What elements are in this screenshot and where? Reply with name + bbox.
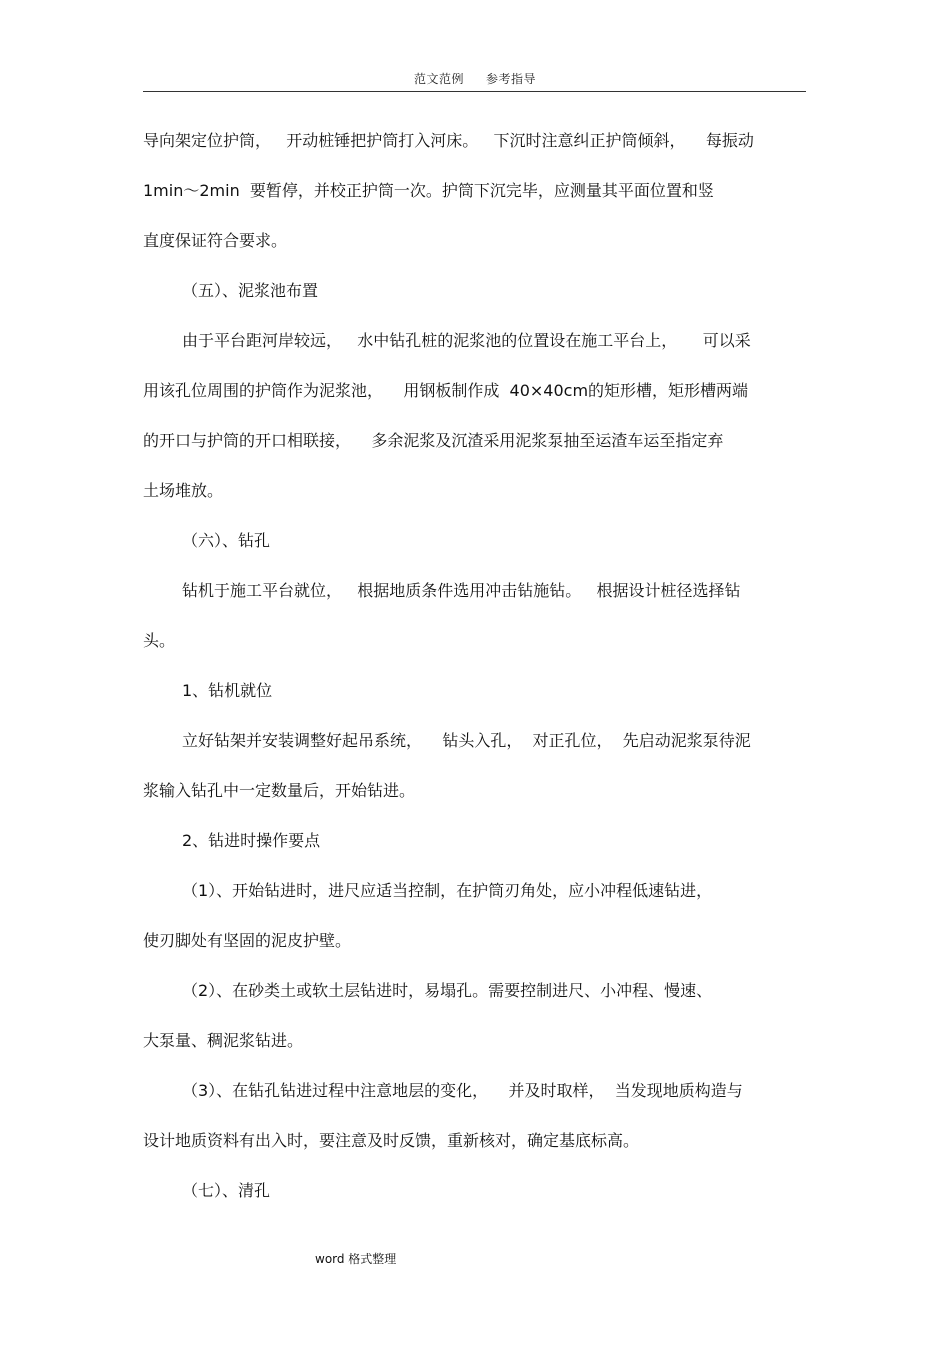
page-footer: word 格式整理 — [315, 1252, 397, 1266]
subsection-heading: 2、钻进时操作要点 — [182, 831, 321, 850]
body-line: 使刃脚处有坚固的泥皮护壁。 — [143, 931, 352, 950]
header-left-text: 范文范例 — [413, 72, 464, 86]
body-line: 由于平台距河岸较远， 水中钻孔桩的泥浆池的位置设在施工平台上， 可以采 — [182, 331, 751, 350]
header-right-text: 参考指导 — [486, 72, 537, 86]
body-line: 设计地质资料有出入时，要注意及时反馈，重新核对，确定基底标高。 — [143, 1131, 640, 1150]
body-line: 浆输入钻孔中一定数量后，开始钻进。 — [143, 781, 416, 800]
page-header — [0, 70, 950, 87]
section-heading: （七）、清孔 — [182, 1181, 271, 1200]
body-line: （3）、在钻孔钻进过程中注意地层的变化， 并及时取样， 当发现地质构造与 — [182, 1081, 743, 1100]
body-line: 土场堆放。 — [143, 481, 224, 500]
body-line: 导向架定位护筒， 开动桩锤把护筒打入河床。 下沉时注意纠正护筒倾斜， 每振动 — [143, 131, 754, 150]
body-line: 用该孔位周围的护筒作为泥浆池， 用钢板制作成 40×40cm的矩形槽，矩形槽两端 — [143, 381, 749, 400]
body-line: 大泵量、稠泥浆钻进。 — [143, 1031, 304, 1050]
section-heading: （六）、钻孔 — [182, 531, 271, 550]
body-line: 1min～2min 要暂停，并校正护筒一次。护筒下沉完毕，应测量其平面位置和竖 — [143, 181, 714, 200]
body-line: （2）、在砂类土或软土层钻进时，易塌孔。需要控制进尺、小冲程、慢速、 — [182, 981, 713, 1000]
header-rule — [143, 91, 806, 92]
body-line: （1）、开始钻进时，进尺应适当控制，在护筒刃角处，应小冲程低速钻进， — [182, 881, 713, 900]
subsection-heading: 1、钻机就位 — [182, 681, 273, 700]
body-line: 头。 — [143, 631, 176, 650]
body-line: 直度保证符合要求。 — [143, 231, 288, 250]
body-line: 的开口与护筒的开口相联接， 多余泥浆及沉渣采用泥浆泵抽至运渣车运至指定弃 — [143, 431, 724, 450]
section-heading: （五）、泥浆池布置 — [182, 281, 319, 300]
body-line: 钻机于施工平台就位， 根据地质条件选用冲击钻施钻。 根据设计桩径选择钻 — [182, 581, 741, 600]
body-line: 立好钻架并安装调整好起吊系统， 钻头入孔， 对正孔位， 先启动泥浆泵待泥 — [182, 731, 751, 750]
